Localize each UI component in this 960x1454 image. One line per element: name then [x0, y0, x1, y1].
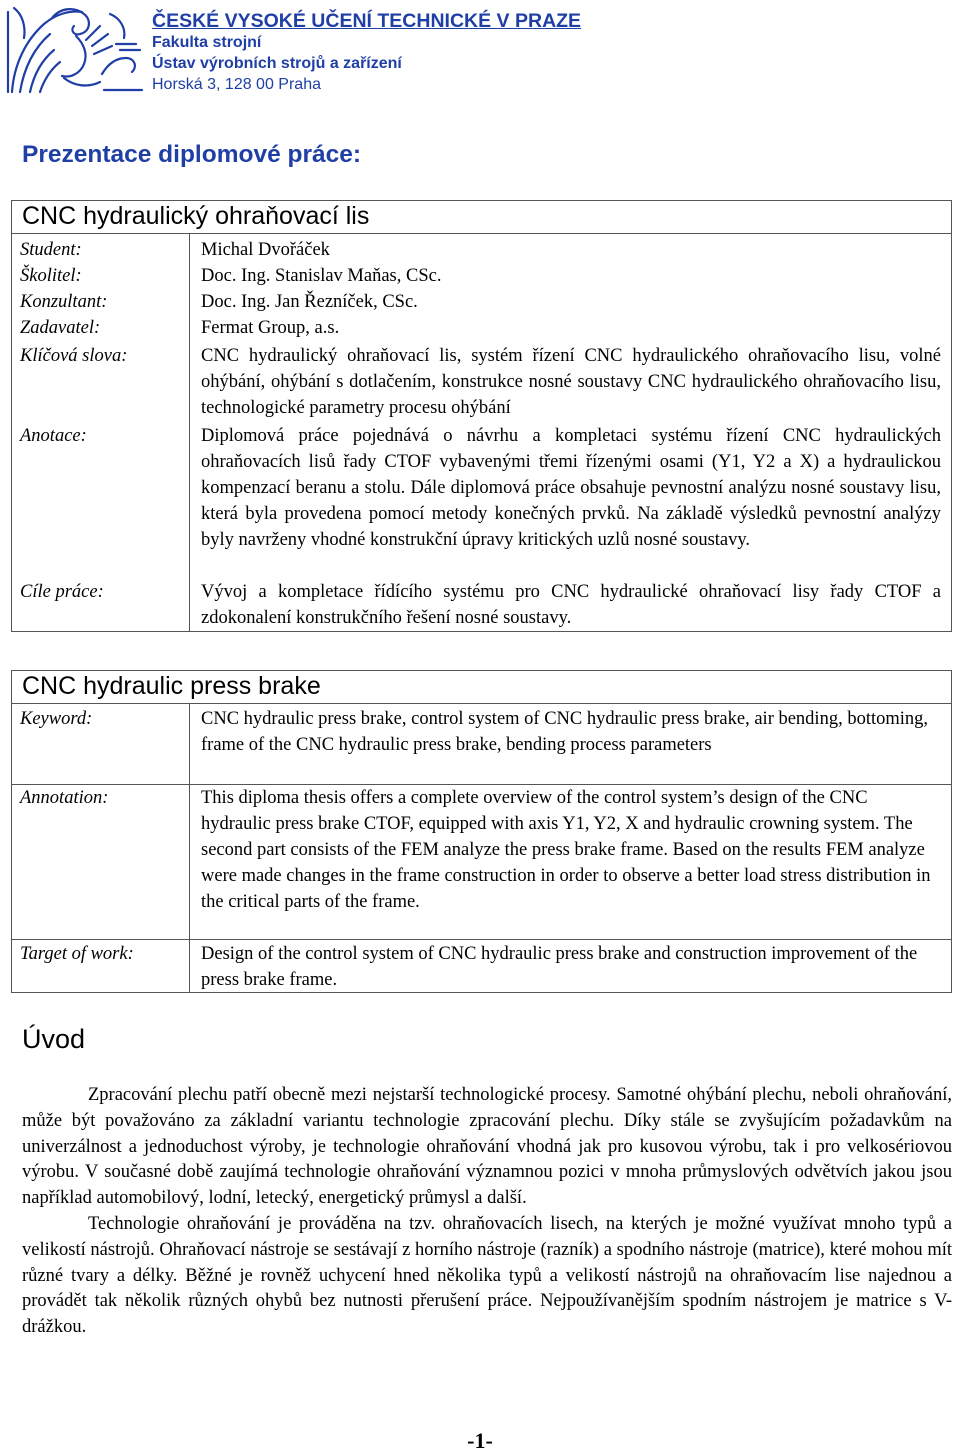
info-label: Annotation:: [20, 788, 109, 808]
info-value: Doc. Ing. Stanislav Maňas, CSc.: [201, 266, 442, 286]
institute-address: Horská 3, 128 00 Praha: [152, 76, 321, 93]
info-label: Školitel:: [20, 266, 82, 286]
intro-paragraph: Zpracování plechu patří obecně mezi nejstarší technologické procesy. Samotné ohýbání plechu, neboli ohraňování, může být považováno za základní variantu technologie zpracování plechu. Díky stále se zvyšujícím požadavkům na univerzálnost a jednoduchost výroby, je technologie ohraňování vhodná jak pro kusovou výrobu, tak i pro velkosériovou výrobu. V současné době zaujímá technologie ohraňování významnou pozici v mnoha průmyslových odvětvích jakou jsou například automobilový, lodní, letecký, energetický průmysl a další.: [22, 1085, 952, 1209]
page-number: -1-: [467, 1428, 493, 1453]
row-divider: [12, 939, 951, 940]
intro-heading: Úvod: [22, 1024, 86, 1054]
column-divider: [189, 703, 190, 992]
info-value: Design of the control system of CNC hydraulic press brake and construction improvement of the press brake frame.: [201, 944, 918, 990]
intro-body: [22, 1083, 952, 1341]
info-label: Konzultant:: [20, 292, 108, 312]
info-value: Doc. Ing. Jan Řezníček, CSc.: [201, 292, 418, 312]
faculty-name: Fakulta strojní: [152, 34, 262, 51]
english-thesis-title: CNC hydraulic press brake: [12, 671, 951, 704]
czech-thesis-info-table: [11, 200, 952, 632]
presentation-title: Prezentace diplomové práce:: [22, 141, 362, 168]
info-label: Klíčová slova:: [20, 346, 128, 366]
czech-thesis-title: CNC hydraulický ohraňovací lis: [12, 201, 951, 234]
info-label: Student:: [20, 240, 82, 260]
cvut-lion-logo-icon: [4, 4, 146, 96]
info-label: Keyword:: [20, 709, 93, 729]
info-value: CNC hydraulický ohraňovací lis, systém řízení CNC hydraulického ohraňovacího lisu, volné ohýbání, ohýbání s dotlačením, konstrukce nosné soustavy CNC hydraulického ohraňovacího lisu, technologické parametry procesu ohýbání: [201, 346, 941, 418]
university-name: ČESKÉ VYSOKÉ UČENÍ TECHNICKÉ V PRAZE: [152, 10, 582, 32]
institution-header: [152, 10, 952, 95]
info-label: Cíle práce:: [20, 582, 104, 602]
column-divider: [189, 233, 190, 631]
info-value: Diplomová práce pojednává o návrhu a kompletaci systému řízení CNC hydraulických ohraňovacích lisů řady CTOF vybavenými třemi řízenými osami (Y1, Y2 a X) a hydraulickou kompenzací beranu a stolu. Dále diplomová práce obsahuje pevnostní analýzu nosné soustavy lisu, která byla provedena pomocí metody konečných prvků. Na základě výsledků pevnostní analýzy byly navrženy vhodné konstrukční úpravy kritických uzlů nosné soustavy.: [201, 426, 941, 550]
info-value: Michal Dvořáček: [201, 240, 330, 260]
institute-name: Ústav výrobních strojů a zařízení: [152, 55, 402, 72]
info-value: Vývoj a kompletace řídícího systému pro CNC hydraulické ohraňovací lisy řady CTOF a zdokonalení konstrukčního řešení nosné soustavy.: [201, 582, 941, 628]
info-value: This diploma thesis offers a complete overview of the control system’s design of the CNC hydraulic press brake CTOF, equipped with axis Y1, Y2, X and hydraulic crowning system. The second part consists of the FEM analyze the press brake frame. Based on the results FEM analyze were made changes in the frame construction in order to observe a better load stress distribution in the critical parts of the frame.: [201, 788, 931, 912]
info-value: Fermat Group, a.s.: [201, 318, 340, 338]
english-thesis-info-table: [11, 670, 952, 993]
info-label: Target of work:: [20, 944, 134, 964]
intro-paragraph: Technologie ohraňování je prováděna na tzv. ohraňovacích lisech, na kterých je možné využívat mnoho typů a velikostí nástrojů. Ohraňovací nástroje se sestávají z horního nástroje (razník) a spodního nástroje (matrice), které mohou mít různé tvary a délky. Běžné je rovněž uchycení hned několika typů a velikostí nástrojů na ohraňovacím lise najednou a provádět tak několik různých ohybů bez nutnosti přerušení práce. Nejpoužívanějším spodním nástrojem je matrice s V-drážkou.: [22, 1213, 952, 1338]
info-label: Anotace:: [20, 426, 87, 446]
info-label: Zadavatel:: [20, 318, 101, 338]
info-value: CNC hydraulic press brake, control system of CNC hydraulic press brake, air bending, bottoming, frame of the CNC hydraulic press brake, bending process parameters: [201, 709, 929, 755]
